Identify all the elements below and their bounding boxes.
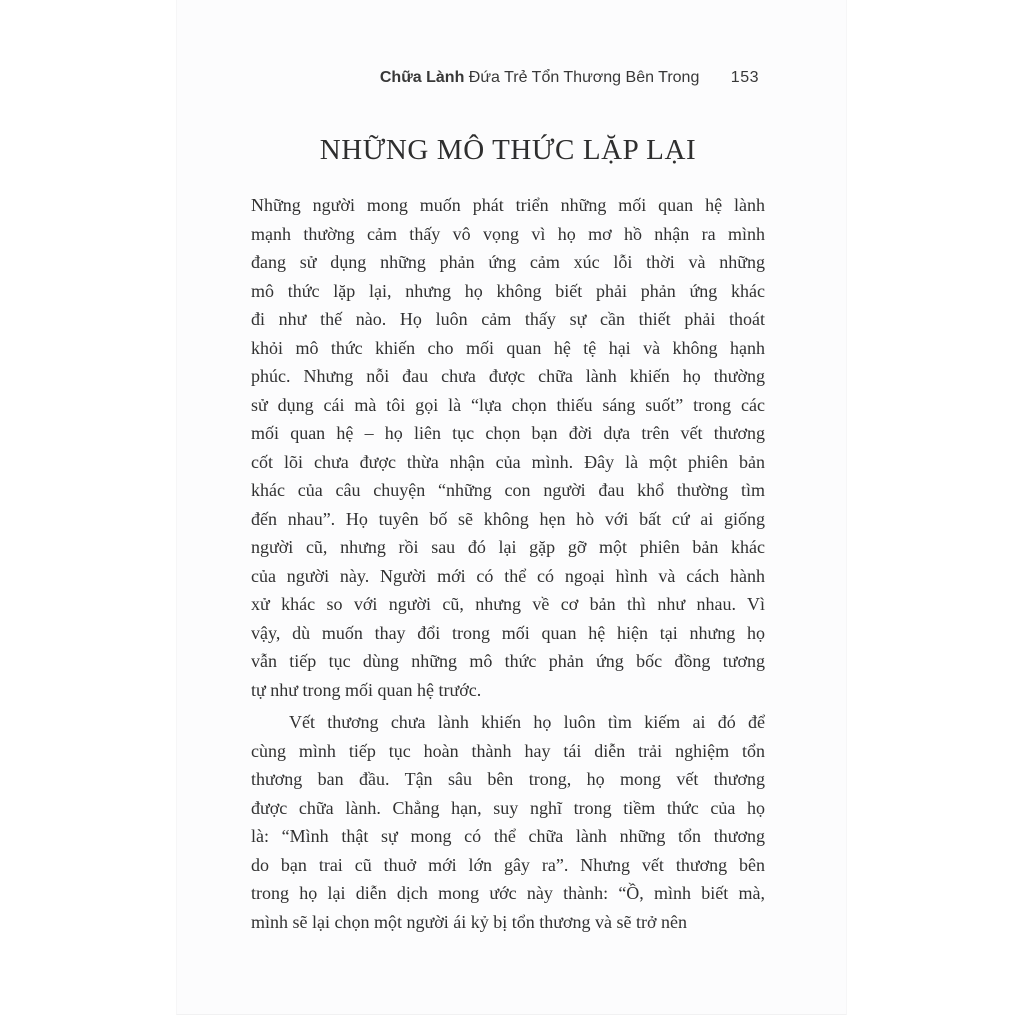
text-line: do bạn trai cũ thuở mới lớn gây ra”. Nhưng vết thương bên bbox=[251, 854, 765, 875]
text-line: khác của câu chuyện “những con người đau khổ thường tìm bbox=[251, 480, 765, 500]
text-line: thương ban đầu. Tận sâu bên trong, họ mong vết thương bbox=[251, 769, 765, 789]
text-line: Những người mong muốn phát triển những mối quan hệ lành bbox=[251, 195, 765, 215]
text-line: khỏi mô thức khiến cho mối quan hệ tệ hại và không hạnh bbox=[251, 337, 765, 358]
text-line: tự như trong mối quan hệ trước. bbox=[251, 679, 482, 700]
text-line: cốt lõi chưa được thừa nhận của mình. Đây là một phiên bản bbox=[251, 451, 765, 472]
text-line: mô thức lặp lại, nhưng họ không biết phải phản ứng khác bbox=[251, 280, 765, 301]
text-line: là: “Mình thật sự mong có thể chữa lành những tổn thương bbox=[251, 826, 765, 846]
text-line: cùng mình tiếp tục hoàn thành hay tái diễn trải nghiệm tổn bbox=[251, 740, 765, 761]
paragraph-2 bbox=[251, 708, 765, 936]
text-line: mạnh thường cảm thấy vô vọng vì họ mơ hồ nhận ra mình bbox=[251, 223, 765, 244]
text-line: vậy, dù muốn thay đổi trong mối quan hệ hiện tại nhưng họ bbox=[251, 622, 765, 643]
text-line: phúc. Nhưng nỗi đau chưa được chữa lành khiến họ thường bbox=[251, 366, 765, 386]
running-head-book-title: Chữa Lành bbox=[379, 69, 465, 86]
text-line: sử dụng cái mà tôi gọi là “lựa chọn thiếu sáng suốt” trong các bbox=[251, 394, 765, 415]
page-number: 153 bbox=[730, 69, 759, 86]
text-line: được chữa lành. Chẳng hạn, suy nghĩ trong tiềm thức của họ bbox=[251, 797, 765, 818]
chapter-title: NHỮNG MÔ THỨC LẶP LẠI bbox=[319, 134, 697, 166]
text-line: vẫn tiếp tục dùng những mô thức phản ứng bốc đồng tương bbox=[251, 651, 765, 671]
text-line: của người này. Người mới có thể có ngoại hình và cách hành bbox=[251, 565, 765, 586]
text-line: người cũ, nhưng rồi sau đó lại gặp gỡ một phiên bản khác bbox=[251, 537, 765, 557]
body-text bbox=[251, 191, 765, 936]
book-page bbox=[176, 0, 847, 1015]
text-line: đang sử dụng những phản ứng cảm xúc lỗi thời và những bbox=[251, 252, 765, 272]
text-line: trong họ lại diễn dịch mong ước này thành: “Ồ, mình biết mà, bbox=[251, 883, 765, 903]
running-head-subtitle: Đứa Trẻ Tổn Thương Bên Trong bbox=[464, 69, 700, 86]
paragraph-1 bbox=[251, 191, 765, 704]
page-header bbox=[380, 69, 759, 87]
text-line: đến nhau”. Họ tuyên bố sẽ không hẹn hò với bất cứ ai giống bbox=[251, 508, 765, 529]
text-line: mối quan hệ – họ liên tục chọn bạn đời dựa trên vết thương bbox=[251, 423, 765, 443]
text-line: mình sẽ lại chọn một người ái kỷ bị tổn thương và sẽ trở nên bbox=[251, 911, 688, 932]
text-line: xử khác so với người cũ, nhưng về cơ bản thì như nhau. Vì bbox=[251, 594, 765, 614]
text-line: đi như thế nào. Họ luôn cảm thấy sự cần thiết phải thoát bbox=[251, 309, 765, 329]
text-line: Vết thương chưa lành khiến họ luôn tìm kiếm ai đó để bbox=[289, 712, 765, 732]
